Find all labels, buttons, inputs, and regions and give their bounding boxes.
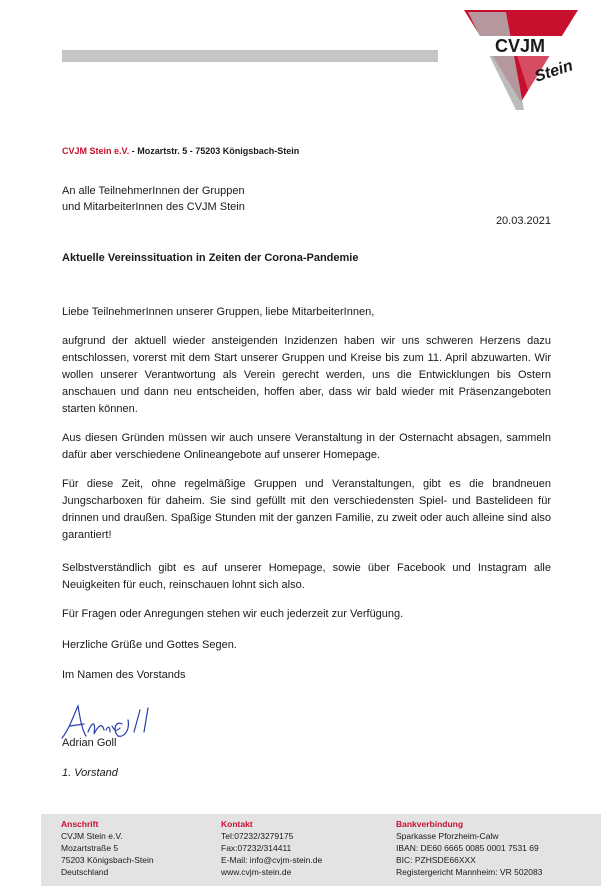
footer-anschrift-title: Anschrift	[61, 819, 99, 829]
footer-email: E-Mail: info@cvjm-stein.de	[221, 855, 323, 865]
footer-kontakt	[221, 818, 322, 878]
footer-kontakt-title: Kontakt	[221, 819, 253, 829]
footer-website: www.cvjm-stein.de	[221, 867, 292, 877]
greeting: Liebe TeilnehmerInnen unserer Gruppen, liebe MitarbeiterInnen,	[62, 306, 375, 318]
paragraph-6: Herzliche Grüße und Gottes Segen.	[62, 639, 237, 651]
footer-bank-line: BIC: PZHSDE66XXX	[396, 855, 476, 865]
svg-text:CVJM: CVJM	[494, 36, 546, 56]
footer-anschrift-line: Mozartstraße 5	[61, 843, 119, 853]
sender-org: CVJM Stein e.V.	[62, 146, 130, 156]
cvjm-logo	[454, 10, 584, 110]
paragraph-7: Im Namen des Vorstands	[62, 669, 186, 681]
paragraph-5: Für Fragen oder Anregungen stehen wir euch jederzeit zur Verfügung.	[62, 608, 404, 620]
sender-address: - Mozartstr. 5 - 75203 Königsbach-Stein	[129, 146, 300, 156]
signer-role: 1. Vorstand	[62, 767, 118, 779]
letter-date: 20.03.2021	[495, 215, 551, 227]
footer-anschrift-line: Deutschland	[61, 867, 109, 877]
signer-name: Adrian Goll	[62, 737, 117, 749]
footer-bank-title: Bankverbindung	[396, 819, 464, 829]
letter-subject: Aktuelle Vereinssituation in Zeiten der Corona-Pandemie	[62, 252, 359, 264]
footer-phone: Tel:07232/3279175	[221, 831, 294, 841]
recipient-line-1: An alle TeilnehmerInnen der Gruppen	[62, 185, 245, 197]
footer-fax: Fax:07232/314411	[221, 843, 292, 853]
footer-anschrift-line: CVJM Stein e.V.	[61, 831, 123, 841]
footer-anschrift-line: 75203 Königsbach-Stein	[61, 855, 154, 865]
footer-anschrift	[61, 818, 154, 878]
footer-bank	[396, 818, 542, 878]
footer-bank-line: Registergericht Mannheim: VR 502083	[396, 867, 543, 877]
header-bar	[62, 50, 438, 62]
letter-footer	[41, 814, 601, 886]
footer-bank-line: Sparkasse Pforzheim-Calw	[396, 831, 499, 841]
paragraph-1: aufgrund der aktuell wieder ansteigenden Inzidenzen haben wir uns schweren Herzens dazu entschlossen, vorerst mit dem Start unserer Gruppen und Kreise bis zum 11. April abzuwarten. Wir wollen unserer Verantwortung als Verein gerecht werden, uns die Entwicklungen bis Ostern anschauen und dann neu entscheiden, hoffen aber, dass wir bald wieder mit Präsenzangeboten starten können.	[62, 335, 551, 415]
footer-bank-line: IBAN: DE60 6665 0085 0001 7531 69	[396, 843, 539, 853]
recipient-block	[62, 183, 245, 215]
recipient-line-2: und MitarbeiterInnen des CVJM Stein	[62, 201, 245, 213]
paragraph-4: Selbstverständlich gibt es auf unserer Homepage, sowie über Facebook und Instagram alle Neuigkeiten für euch, reinschauen lohnt sich also.	[62, 562, 551, 591]
svg-text:Stein: Stein	[532, 57, 576, 86]
paragraph-3: Für diese Zeit, ohne regelmäßige Gruppen und Veranstaltungen, gibt es die brandneuen Jungscharboxen für daheim. Sie sind gefüllt mit den verschiedensten Spiel- und Bastelideen für drinnen und draußen. Spaßige Stunden mit der ganzen Familie, zu zweit oder auch alleine sind also garantiert!	[62, 478, 551, 541]
sender-line	[62, 146, 299, 156]
paragraph-2: Aus diesen Gründen müssen wir auch unsere Veranstaltung in der Osternacht absagen, sammeln dafür aber verschiedene Onlineangebote auf unserer Homepage.	[62, 432, 551, 461]
